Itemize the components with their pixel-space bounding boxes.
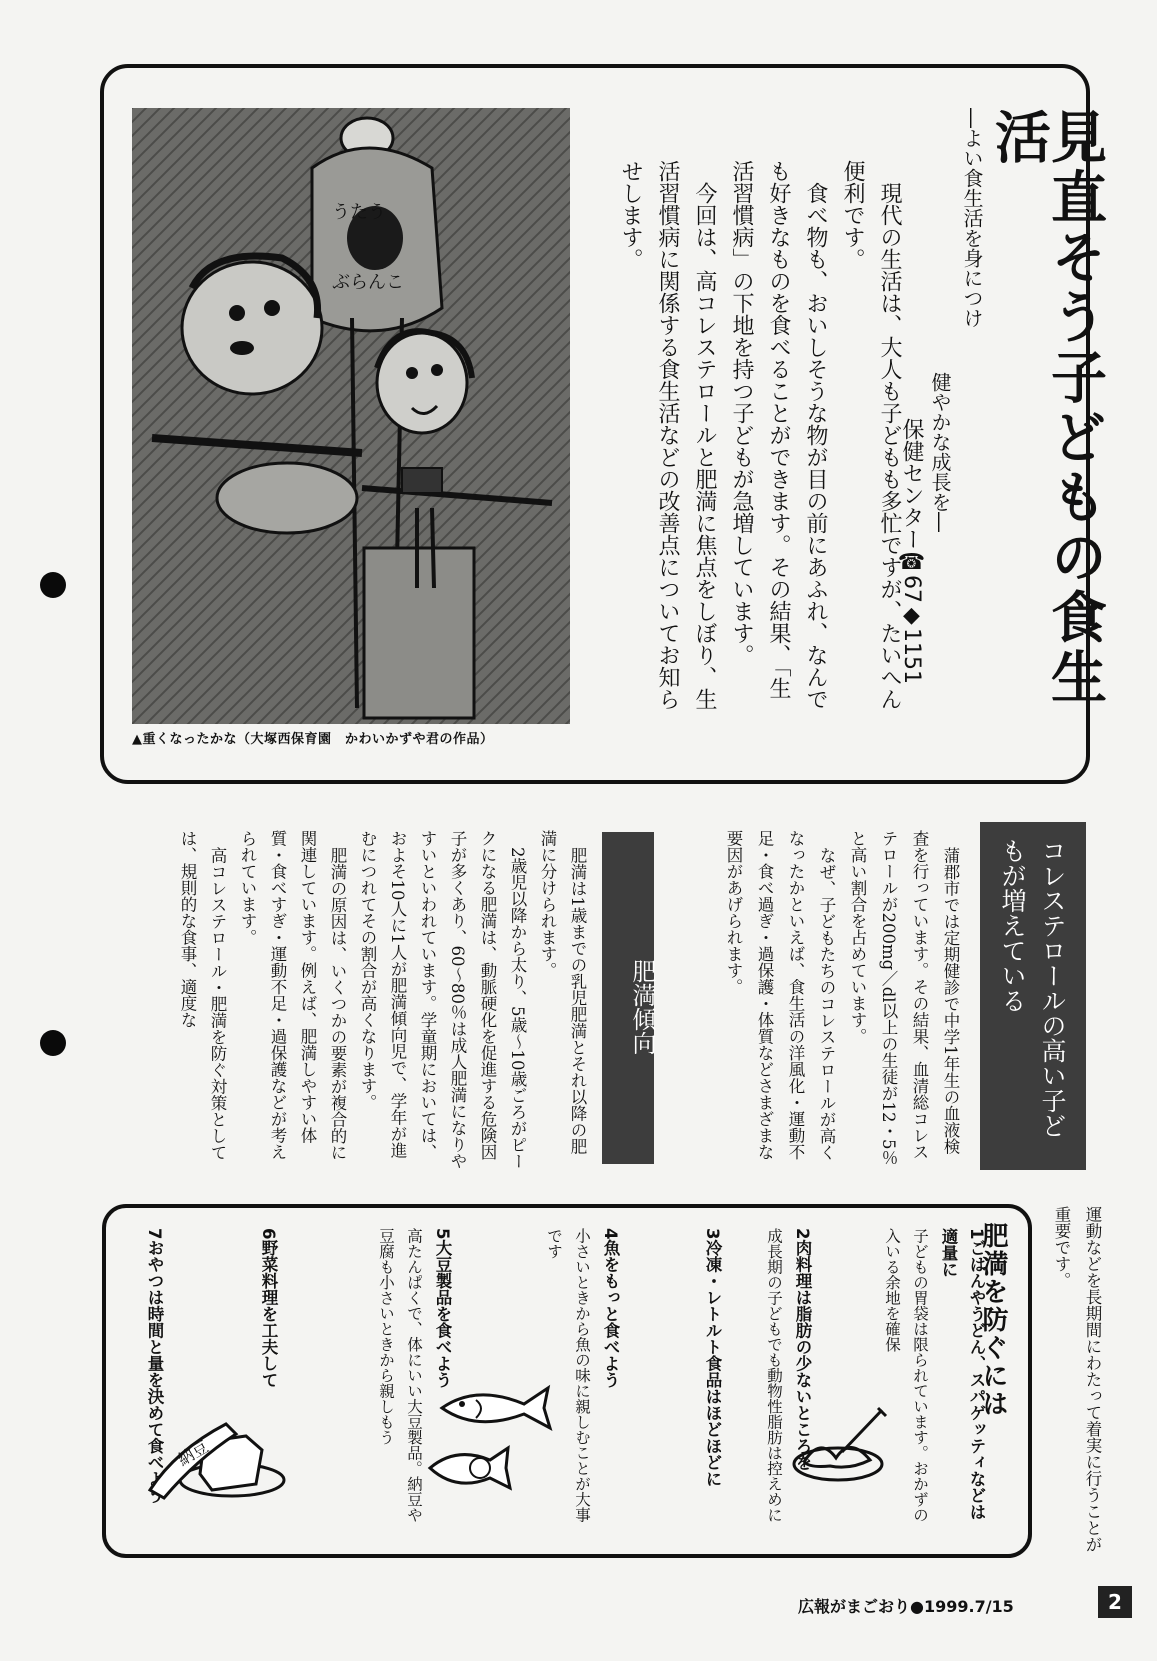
publication-footer: 広報がまごおり●1999.7/15	[798, 1597, 1014, 1616]
fish-icon	[436, 1380, 556, 1434]
child-drawing-image	[132, 108, 570, 724]
photo-caption: ▲重くなったかな（大塚西保育園 かわいかずや君の作品）	[132, 732, 494, 747]
intro-text	[578, 160, 908, 720]
tip-title: 1ごはんやうどん、スパゲッティなどは適量に	[939, 1228, 986, 1520]
tip-title: 2肉料理は脂肪の少ないところを	[793, 1228, 812, 1471]
fish-icon	[426, 1440, 512, 1496]
tip-title: 7おやつは時間と量を決めて食べよう	[145, 1228, 164, 1504]
svg-text:うたう: うたう	[332, 202, 386, 223]
section-body-obesity-continued: 運動などを長期間にわたって着実に行うことが重要です。	[1052, 1206, 1102, 1553]
tip-body: 高たんぱくで、体にいい大豆製品。納豆や豆腐も小さいときから親しもう	[377, 1228, 423, 1523]
tip-title: 3冷凍・レトルト食品はほどほどに	[703, 1228, 722, 1487]
tip-item	[698, 1228, 726, 1528]
body-paragraph: 蒲郡市では定期健診で中学1年生の血液検査を行っています。その結果、血清総コレステロールが200mg／dl以上の生徒が12・5％と高い割合を占めています。	[848, 830, 960, 1167]
tip-title: 4魚をもっと食べよう	[601, 1228, 620, 1388]
article-subtitle: ―よい食生活を身につけ	[960, 108, 984, 328]
tip-title: 6野菜料理を工夫して	[259, 1228, 278, 1388]
natto-tofu-icon	[146, 1410, 286, 1500]
tip-item	[540, 1228, 624, 1528]
tip-body: 成長期の子どもでも動物性脂肪は控えめに	[765, 1228, 783, 1523]
binder-hole	[40, 572, 66, 598]
binder-hole	[40, 1030, 66, 1056]
article-title: 見直そう子どもの食生活	[986, 108, 1107, 708]
contact-info: 保健センター☎67◆1151	[899, 418, 924, 684]
intro-paragraph: 今回は、高コレステロールと肥満に焦点をしぼり、生活習慣病に関係する食生活などの改善点についてお知らせします。	[618, 160, 717, 710]
svg-text:ぶらんこ: ぶらんこ	[332, 272, 404, 293]
natto-label: 納豆	[174, 1437, 212, 1470]
tip-body: 子どもの胃袋は限られています。おかずの入いる余地を確保	[883, 1228, 929, 1523]
body-paragraph: 2歳児以降から太り、5歳～10歳ごろがピークになる肥満は、動脈硬化を促進する危険因子が多くあり、60～80％は成人肥満になりやすいといわれています。学童期においては、およそ10人に1人が肥満傾向児で、学年が進むにつれてその割合が高くなります。	[358, 830, 527, 1169]
tip-body: 小さいときから魚の味に親しむことが大事です	[545, 1228, 591, 1523]
intro-paragraph: 現代の生活は、大人も子どもも多忙ですが、たいへん便利です。	[840, 160, 902, 710]
body-paragraph: なぜ、子どもたちのコレステロールが高くなったかといえば、食生活の洋風化・運動不足・食べ過ぎ・過保護・体質などさまざまな要因があげられます。	[724, 830, 836, 1160]
spaghetti-icon	[790, 1406, 890, 1486]
section-body-obesity	[98, 830, 592, 1170]
page-number: 2	[1098, 1586, 1132, 1618]
article-subtitle-continued: 健やかな成長を―	[928, 372, 952, 532]
body-paragraph: 高コレステロール・肥満を防ぐ対策としては、規則的な食事、適度な	[178, 830, 227, 1160]
tip-title: 5大豆製品を食べよう	[433, 1228, 452, 1388]
tips-heading: 肥満を防ぐには	[978, 1222, 1008, 1418]
body-paragraph: 肥満は1歳までの乳児肥満とそれ以降の肥満に分けられます。	[538, 830, 587, 1154]
intro-paragraph: 食べ物も、おいしそうな物が目の前にあふれ、なんでも好きなものを食べることができます。その結果、「生活習慣病」の下地を持つ子どもが急増しています。	[729, 160, 828, 710]
section-heading-obesity: 肥満傾向	[602, 832, 654, 1164]
section-body-cholesterol	[660, 830, 966, 1170]
tip-item	[878, 1228, 990, 1528]
body-paragraph: 肥満の原因は、いくつかの要素が複合的に関連しています。例えば、肥満しやすい体質・食べすぎ・運動不足・過保護などが考えられています。	[238, 830, 347, 1160]
section-heading-cholesterol: コレステロールの高い子どもが増えている	[980, 822, 1086, 1170]
